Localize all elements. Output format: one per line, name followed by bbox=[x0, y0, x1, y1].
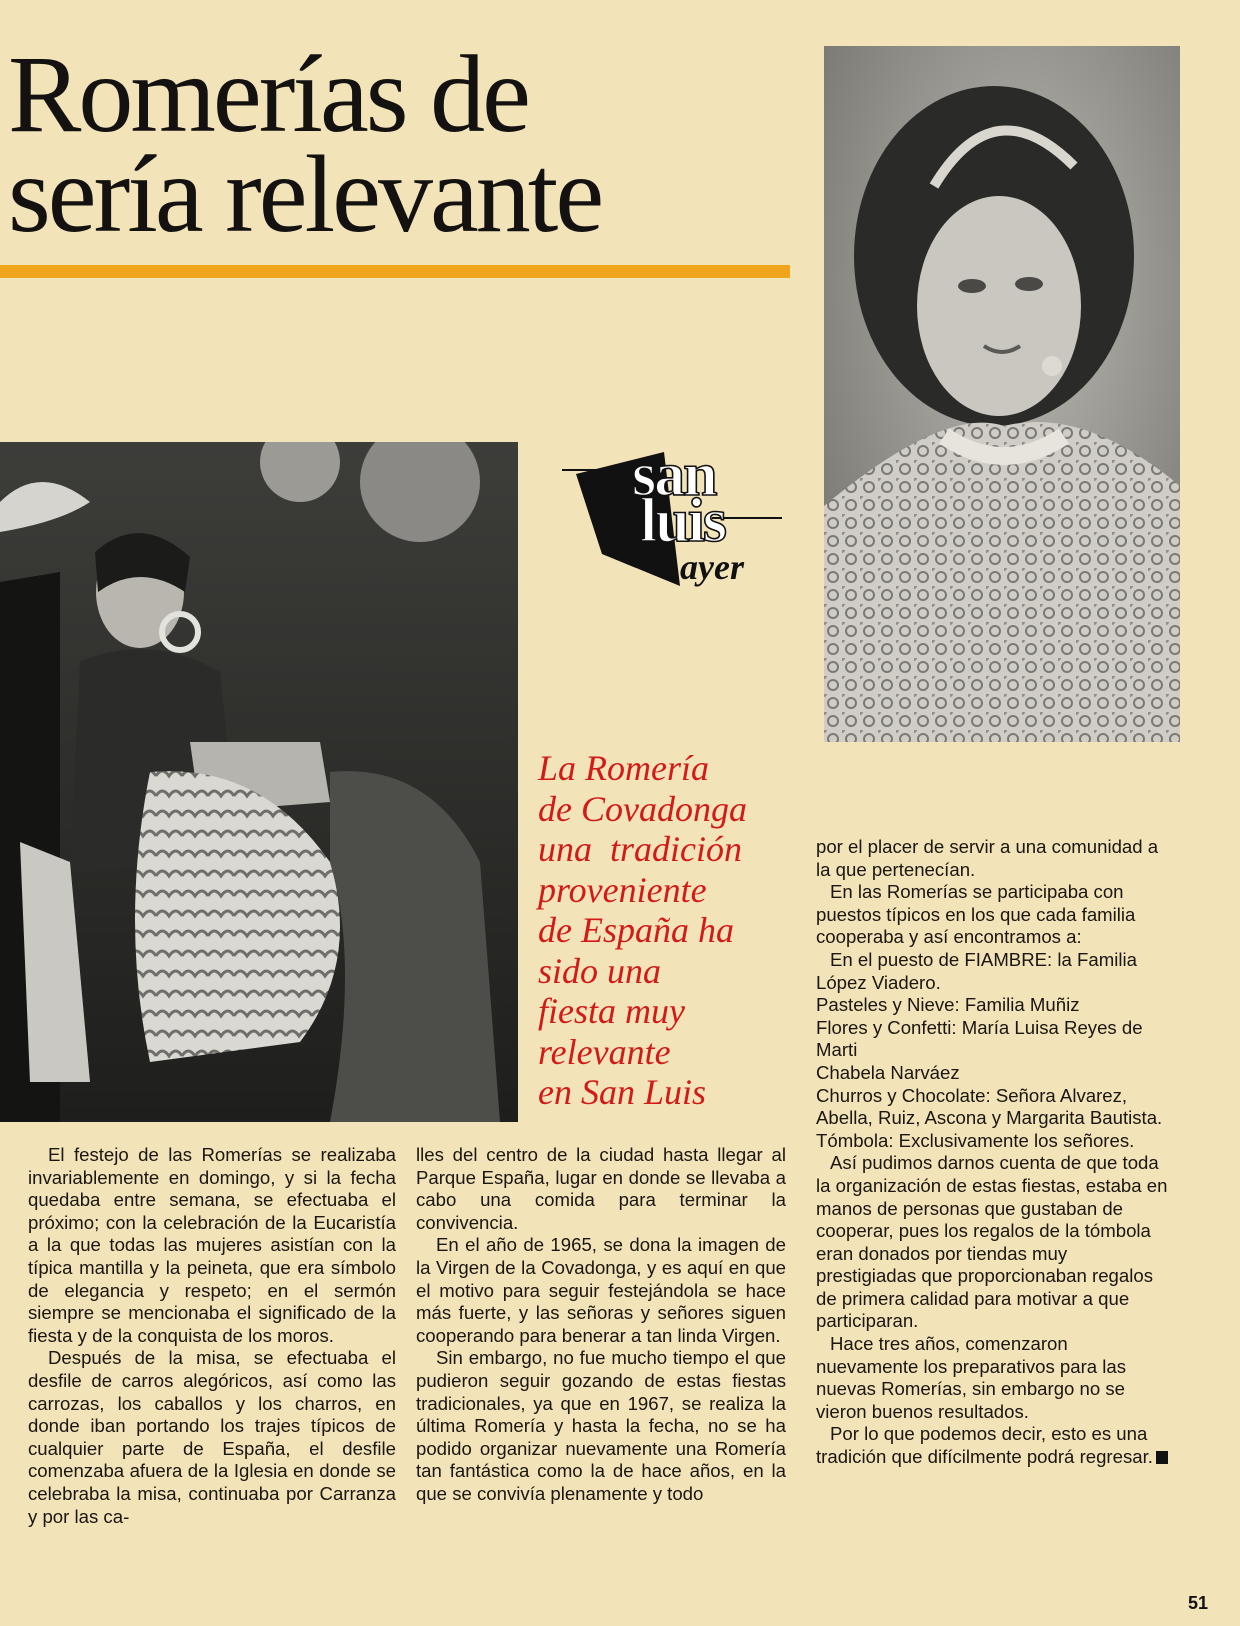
list-item: Tómbola: Exclusivamente los señores. bbox=[816, 1129, 1135, 1151]
paragraph: En el año de 1965, se dona la imagen de la Virgen de la Covadonga, y es aquí en que el motivo para seguir festejándola se hace más fuerte, y las señoras y señores siguen cooperando para benerar a tan linda Virgen. bbox=[416, 1234, 786, 1346]
list-item: Flores y Confetti: María Luisa Reyes de Marti bbox=[816, 1016, 1143, 1061]
paragraph: Hace tres años, comenzaron nuevamente los preparativos para las nuevas Romerías, sin embargo no se vieron buenos resultados. bbox=[816, 1333, 1127, 1422]
list-item: Pasteles y Nieve: Familia Muñiz bbox=[816, 994, 1080, 1016]
san-luis-ayer-logo bbox=[562, 441, 792, 596]
page-number: 51 bbox=[1188, 1593, 1209, 1613]
list-item: Churros y Chocolate: Señora Alvarez, Abella, Ruiz, Ascona y Margarita Bautista. bbox=[816, 1084, 1163, 1129]
pull-quote-line: relevante bbox=[538, 1031, 671, 1072]
pull-quote-line: sido una bbox=[538, 950, 662, 991]
paragraph bbox=[816, 1423, 1172, 1468]
pull-quote bbox=[538, 748, 808, 1113]
headline-line-2: sería relevante bbox=[8, 133, 602, 255]
paragraph: por el placer de servir a una comunidad a la que pertenecían. bbox=[816, 836, 1159, 880]
paragraph: Después de la misa, se efectuaba el desfile de carros alegóricos, así como las carrozas, los caballos y los charros, en donde iban portando los trajes típicos de cualquier parte de España, el desfile comenzaba afuera de la Iglesia en donde se celebraba la misa, continuaba por Carranza y por las ca- bbox=[28, 1347, 396, 1527]
headline-line-1: Romerías de bbox=[8, 33, 528, 155]
pull-quote-line: proveniente bbox=[538, 869, 707, 910]
paragraph: En las Romerías se participaba con puestos típicos en los que cada familia cooperaba y así encontramos a: bbox=[816, 881, 1136, 948]
pull-quote-line: La Romería bbox=[538, 748, 709, 788]
body-column-3 bbox=[816, 836, 1172, 1469]
portrait-photo bbox=[824, 46, 1180, 742]
logo-word-luis: luis bbox=[640, 487, 726, 555]
paragraph: Sin embargo, no fue mucho tiempo el que pudieron seguir gozando de estas fiestas tradicionales, ya que en 1967, se realiza la última Romería y hasta la fecha, no se ha podido organizar nuevamente una Romería tan fantástica como la de hace años, en la que se convivía plenamente y todo bbox=[416, 1347, 786, 1504]
pull-quote-line: una tradición bbox=[538, 829, 742, 869]
paragraph: lles del centro de la ciudad hasta llegar al Parque España, lugar en donde se llevaba a cabo una comida para terminar la convivencia. bbox=[416, 1144, 786, 1233]
pull-quote-line: fiesta muy bbox=[538, 991, 685, 1031]
horseback-photo bbox=[0, 442, 518, 1122]
headline-rule bbox=[0, 265, 790, 278]
paragraph: El festejo de las Romerías se realizaba invariablemente en domingo, y si la fecha quedaba entre semana, se efectuaba el próximo; con la celebración de la Eucaristía a la que todas las mujeres asistían con la típica mantilla y la peineta, que era símbolo de elegancia y respeto; en el sermón siempre se mencionaba el significado de la fiesta y de la conquista de los moros. bbox=[28, 1144, 396, 1346]
list-item: Chabela Narváez bbox=[816, 1061, 960, 1083]
body-column-2 bbox=[416, 1144, 786, 1506]
paragraph: En el puesto de FIAMBRE: la Familia López Viadero. bbox=[816, 948, 1137, 993]
closing-text: Por lo que podemos decir, esto es una tradición que difícilmente podrá regresar. bbox=[816, 1423, 1153, 1468]
pull-quote-line: en San Luis bbox=[538, 1072, 707, 1112]
body-column-1 bbox=[28, 1144, 396, 1528]
pull-quote-line: de España ha bbox=[538, 910, 734, 950]
pull-quote-line: de Covadonga bbox=[538, 788, 747, 829]
headline bbox=[8, 33, 788, 255]
paragraph: Así pudimos darnos cuenta de que toda la organización de estas fiestas, estaba en manos de personas que gustaban de cooperar, pues los regalos de la tómbola eran donados por tiendas muy prestigiadas que proporcionaban regalos de primera calidad para motivar a que participaran. bbox=[816, 1152, 1168, 1332]
logo-word-san: san bbox=[632, 441, 716, 509]
end-mark-icon bbox=[1156, 1451, 1168, 1464]
logo-word-ayer: ayer bbox=[680, 547, 744, 587]
